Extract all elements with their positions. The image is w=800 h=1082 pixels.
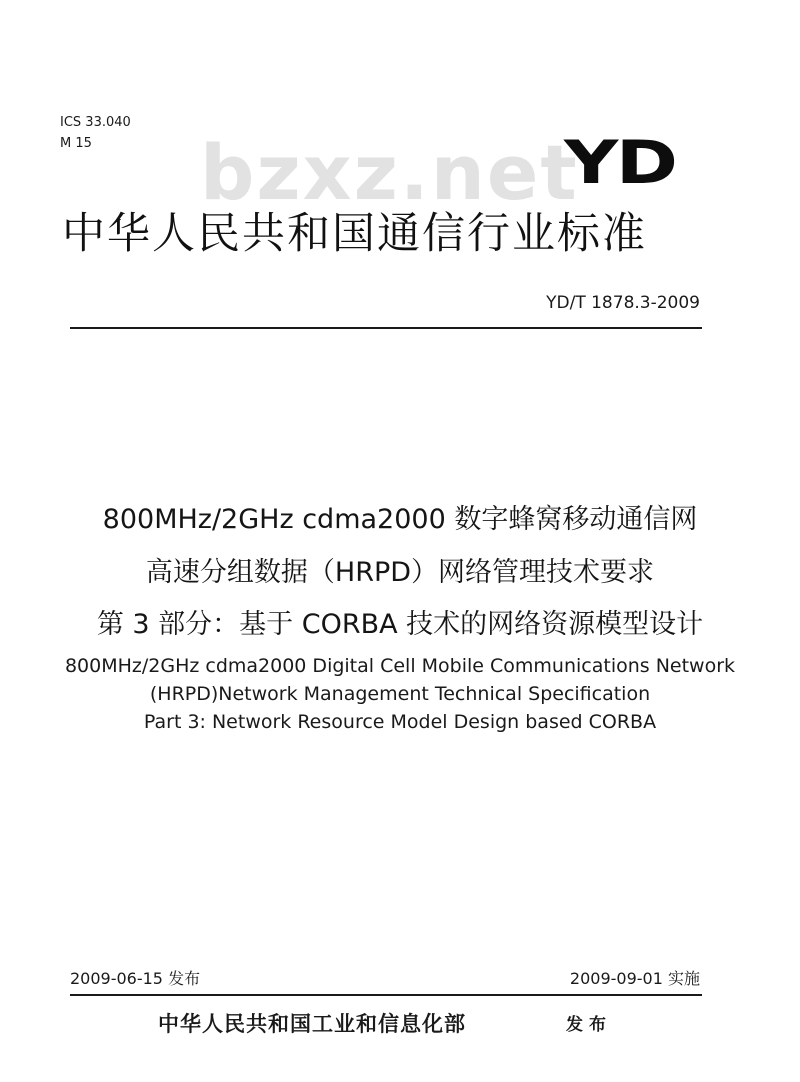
standard-title: 中华人民共和国通信行业标准 <box>62 209 647 259</box>
en-title-line-3: Part 3: Network Resource Model Design based CORBA <box>143 711 657 733</box>
issue-date: 2009-06-15 发布 <box>70 969 201 988</box>
bottom-divider <box>70 994 702 996</box>
cn-title-line-3: 第 3 部分：基于 CORBA 技术的网络资源模型设计 <box>96 609 704 640</box>
publisher: 中华人民共和国工业和信息化部 <box>158 1011 466 1036</box>
en-title-line-1: 800MHz/2GHz cdma2000 Digital Cell Mobile Communications Network <box>64 655 736 677</box>
publish-label: 发布 <box>566 1015 612 1035</box>
top-divider <box>70 327 702 329</box>
ccs-code: M 15 <box>60 136 92 151</box>
standard-number: YD/T 1878.3-2009 <box>546 293 700 313</box>
watermark: bzxz.net <box>200 128 579 217</box>
implementation-date: 2009-09-01 实施 <box>569 969 700 988</box>
yd-logo: YD <box>564 128 676 198</box>
en-title-line-2: (HRPD)Network Management Technical Specification <box>149 683 651 705</box>
ics-code: ICS 33.040 <box>60 115 131 130</box>
cn-title-line-2: 高速分组数据（HRPD）网络管理技术要求 <box>145 557 655 588</box>
cn-title-line-1: 800MHz/2GHz cdma2000 数字蜂窝移动通信网 <box>102 504 698 535</box>
